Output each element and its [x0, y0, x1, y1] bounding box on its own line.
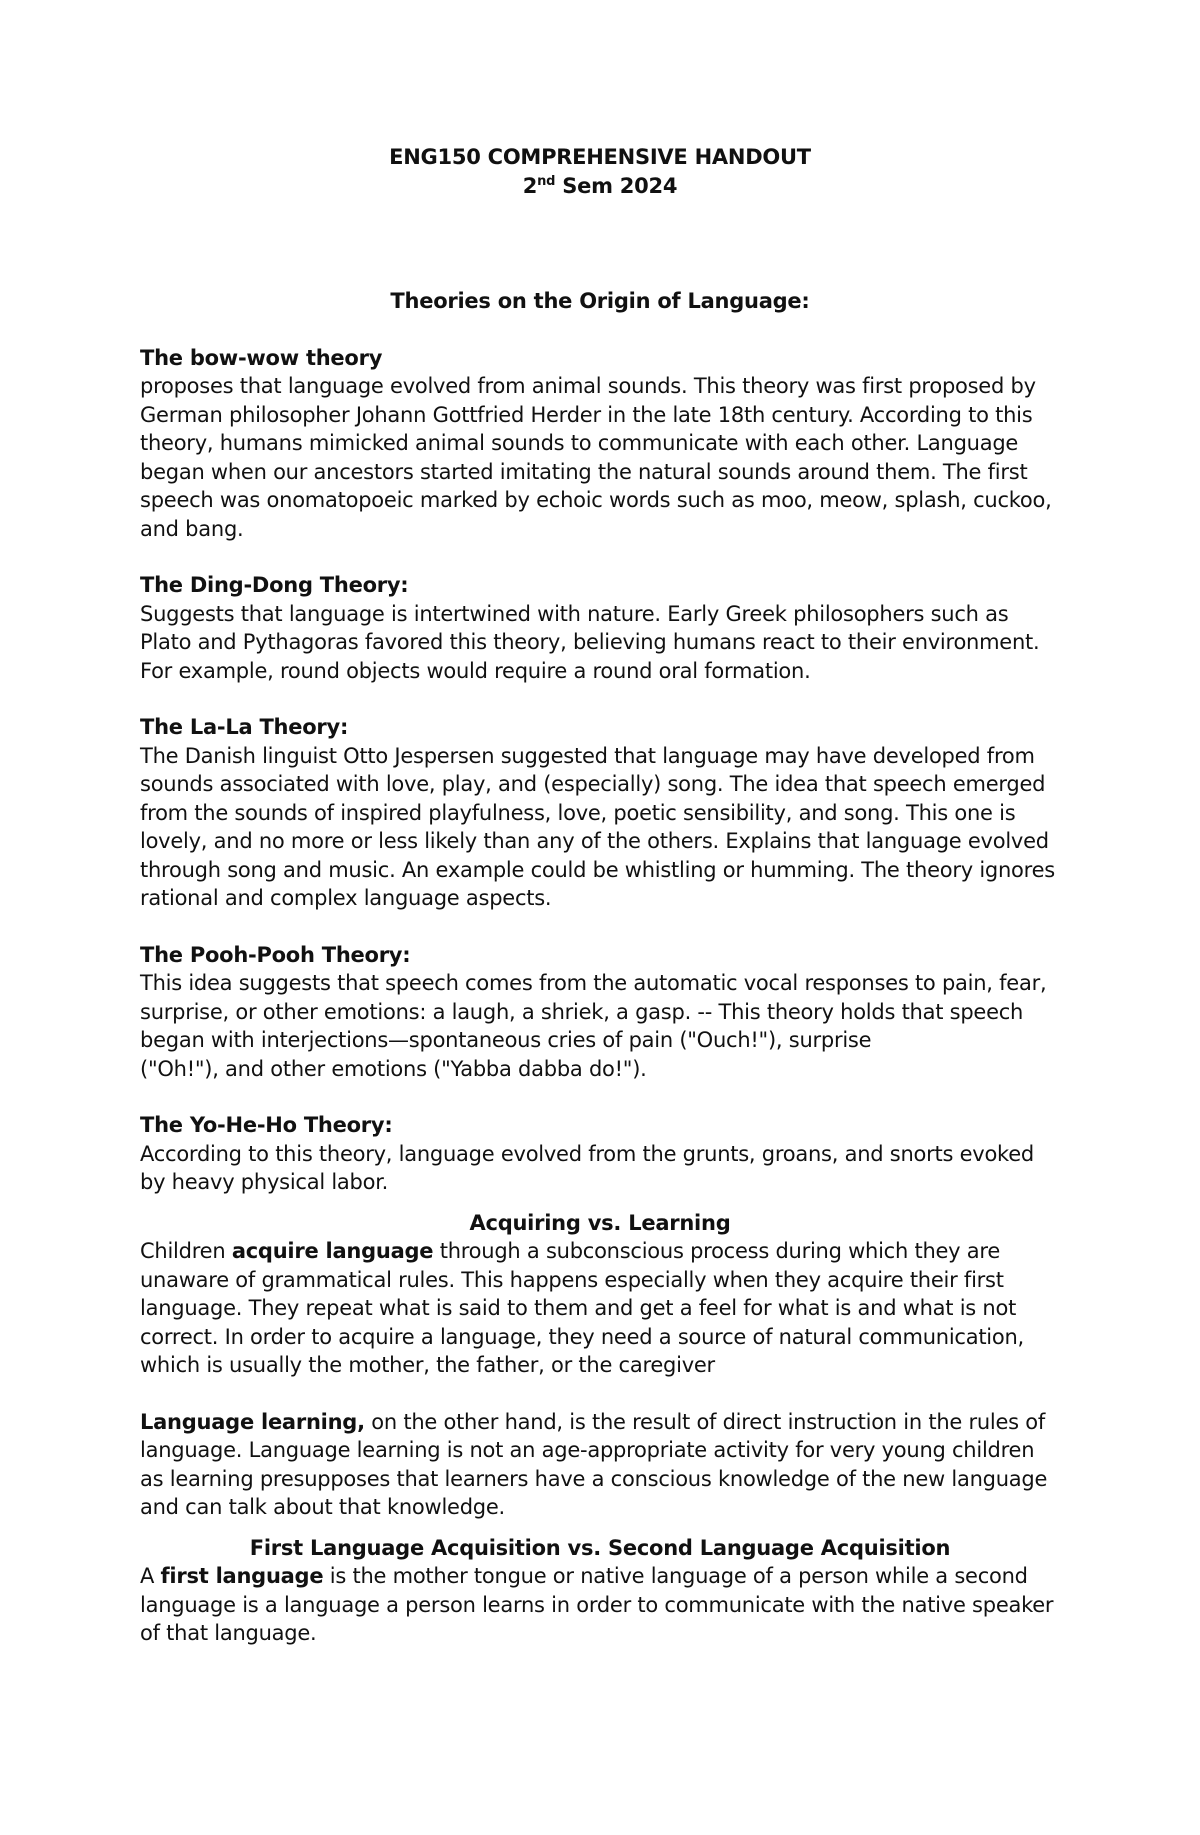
theory-pooh-pooh	[140, 941, 1060, 1084]
learning-paragraph	[140, 1408, 1060, 1522]
theory-bow-wow	[140, 344, 1060, 544]
section-heading-first-second: First Language Acquisition vs. Second Language Acquisition	[249, 1535, 951, 1560]
document-header	[140, 143, 1060, 200]
semester-text: Sem 2024	[555, 173, 678, 198]
theory-heading: The Ding-Dong Theory:	[140, 573, 409, 597]
theory-heading: The La-La Theory:	[140, 715, 349, 739]
text-run: is the mother tongue or native language of a person while a second language is a language a person learns in order to communicate with the native speaker of that language.	[140, 1564, 1054, 1645]
acquiring-paragraph	[140, 1237, 1060, 1380]
emphasis-term: first language	[160, 1564, 324, 1588]
semester-number: 2	[522, 173, 538, 198]
theory-heading: The Yo-He-Ho Theory:	[140, 1113, 393, 1137]
text-run: on the other hand, is the result of direct instruction in the rules of language. Language learning is not an age-appropriate activity for very young children as learning presupposes that learners have a conscious knowledge of the new language and can talk about that knowledge.	[140, 1409, 1048, 1519]
semester-suffix: nd	[537, 173, 556, 189]
section-heading-origin-theories: Theories on the Origin of Language:	[390, 289, 810, 313]
text-run: Children	[140, 1239, 232, 1263]
emphasis-term: Language learning,	[140, 1409, 365, 1434]
theory-la-la	[140, 713, 1060, 913]
section-heading-acquiring: Acquiring vs. Learning	[469, 1210, 731, 1235]
section-acquiring-vs-learning	[140, 1209, 1060, 1522]
theory-body: The Danish linguist Otto Jespersen suggested that language may have developed from sounds associated with love, play, and (especially) song. The idea that speech emerged from the sounds of inspired playfulness, love, poetic sensibility, and song. This one is lovely, and no more or less likely than any of the others. Explains that language evolved through song and music. An example could be whistling or humming. The theory ignores rational and complex language aspects.	[140, 743, 1055, 910]
document-title: ENG150 COMPREHENSIVE HANDOUT	[389, 145, 811, 169]
theory-body-continued: ("Oh!"), and other emotions ("Yabba dabba do!").	[140, 1056, 647, 1081]
section-first-vs-second	[140, 1534, 1060, 1648]
theory-heading: The Pooh-Pooh Theory:	[140, 942, 411, 967]
emphasis-term: acquire language	[231, 1239, 434, 1263]
text-run: A	[140, 1564, 161, 1588]
text-run: through a subconscious process during which they are unaware of grammatical rules. This happens especially when they acquire their first language. They repeat what is said to them and get a feel for what is and what is not correct. In order to acquire a language, they need a source of natural communication, which is usually the mother, the father, or the caregiver	[140, 1239, 1024, 1377]
semester-line	[140, 172, 1060, 201]
theory-yo-he-ho	[140, 1111, 1060, 1197]
theory-body: proposes that language evolved from animal sounds. This theory was first proposed by German philosopher Johann Gottfried Herder in the late 18th century. According to this theory, humans mimicked animal sounds to communicate with each other. Language began when our ancestors started imitating the natural sounds around them. The first speech was onomatopoeic marked by echoic words such as moo, meow, splash, cuckoo, and bang.	[140, 374, 1052, 541]
theory-body: Suggests that language is intertwined with nature. Early Greek philosophers such as Plato and Pythagoras favored this theory, believing humans react to their environment. For example, round objects would require a round oral formation.	[140, 601, 1040, 683]
theory-heading: The bow-wow theory	[140, 345, 383, 370]
theory-body: This idea suggests that speech comes from the automatic vocal responses to pain, fear, surprise, or other emotions: a laugh, a shriek, a gasp. -- This theory holds that speech began with interjections—spontaneous cries of pain ("Ouch!"), surprise	[140, 971, 1047, 1052]
theory-body: According to this theory, language evolved from the grunts, groans, and snorts evoked by heavy physical labor.	[140, 1141, 1034, 1194]
first-second-paragraph	[140, 1562, 1060, 1648]
theory-ding-dong	[140, 571, 1060, 685]
